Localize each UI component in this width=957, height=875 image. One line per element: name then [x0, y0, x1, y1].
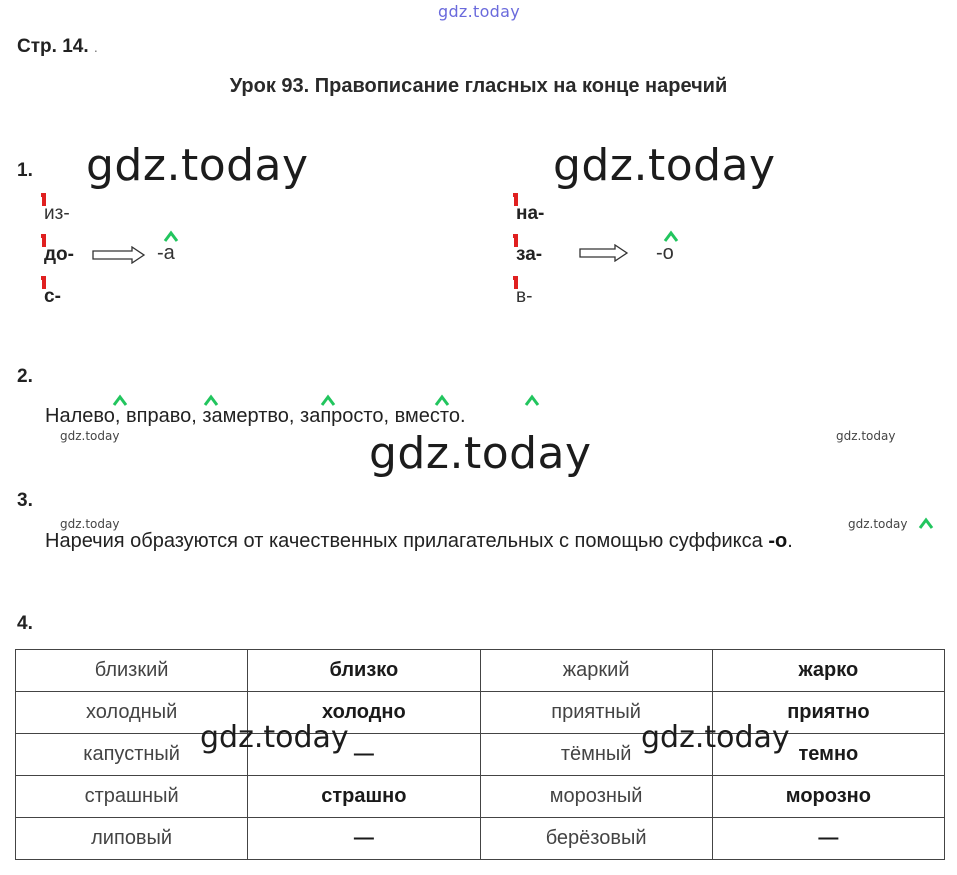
word-separator: ,	[114, 405, 127, 427]
prefix-na: на-	[516, 203, 545, 224]
lesson-title: Урок 93. Правописание гласных на конце наречий	[229, 75, 728, 97]
word-separator: ,	[383, 405, 395, 427]
arrow-right-icon	[92, 246, 146, 264]
prefix-iz: из-	[44, 203, 70, 224]
adverb-cell: холодно	[248, 692, 480, 734]
adverb-word: вправо	[126, 405, 192, 427]
adjective-cell: липовый	[16, 818, 248, 860]
watermark-task1-right: gdz.today	[553, 140, 776, 191]
watermark-task2: gdz.today	[369, 428, 592, 479]
sentence-end: .	[787, 530, 793, 552]
watermark-small: gdz.today	[836, 429, 896, 443]
table-row	[16, 776, 945, 818]
watermark-task1-left: gdz.today	[86, 140, 309, 191]
word-separator: ,	[191, 405, 203, 427]
adverb-word: запросто	[300, 405, 384, 427]
adjective-adverb-table	[15, 649, 945, 860]
adverb-cell: морозно	[712, 776, 944, 818]
adjective-cell: берёзовый	[480, 818, 712, 860]
prefix-za: за-	[516, 244, 543, 265]
page-label-text: Стр. 14.	[17, 36, 89, 57]
caret-icon	[524, 394, 540, 406]
caret-icon	[163, 230, 179, 242]
word-separator: ,	[288, 405, 301, 427]
ending-o: -о	[656, 242, 674, 264]
adverb-cell: —	[712, 818, 944, 860]
table-row	[16, 734, 945, 776]
arrow-right-icon	[579, 244, 629, 262]
adverb-cell: жарко	[712, 650, 944, 692]
adverb-cell: —	[248, 734, 480, 776]
task1-number: 1.	[17, 160, 33, 181]
table-row	[16, 650, 945, 692]
task2-number: 2.	[17, 366, 33, 387]
adjective-cell: холодный	[16, 692, 248, 734]
sentence-end: .	[459, 405, 466, 427]
adjective-cell: близкий	[16, 650, 248, 692]
prefix-v: в-	[516, 286, 533, 307]
page-label-mark: .	[93, 39, 98, 55]
suffix-o: -о	[768, 530, 788, 552]
adverb-cell: —	[248, 818, 480, 860]
adverb-cell: страшно	[248, 776, 480, 818]
adjective-cell: приятный	[480, 692, 712, 734]
task4-number: 4.	[17, 613, 33, 634]
task3-text: Наречия образуются от качественных прилагательных с помощью суффикса	[45, 530, 769, 552]
task3-sentence	[45, 530, 793, 553]
adverb-cell: темно	[712, 734, 944, 776]
adverb-cell: близко	[248, 650, 480, 692]
table-row	[16, 692, 945, 734]
adverb-word: Налево	[45, 405, 115, 427]
watermark-table-right: gdz.today	[641, 720, 790, 755]
caret-icon	[320, 394, 336, 406]
prefix-s: с-	[44, 286, 61, 307]
ending-a: -а	[157, 242, 175, 264]
adverb-cell: приятно	[712, 692, 944, 734]
adverb-word: вместо	[394, 405, 460, 427]
table-row	[16, 818, 945, 860]
watermark-top: gdz.today	[438, 2, 520, 21]
caret-icon	[203, 394, 219, 406]
prefix-do: до-	[44, 244, 74, 265]
watermark-small: gdz.today	[60, 517, 120, 531]
page-label	[17, 36, 98, 58]
adjective-cell: морозный	[480, 776, 712, 818]
task3-number: 3.	[17, 490, 33, 511]
adjective-cell: тёмный	[480, 734, 712, 776]
watermark-small: gdz.today	[60, 429, 120, 443]
task2-sentence	[45, 405, 466, 428]
adjective-cell: жаркий	[480, 650, 712, 692]
watermark-table-left: gdz.today	[200, 720, 349, 755]
adjective-cell: капустный	[16, 734, 248, 776]
adjective-cell: страшный	[16, 776, 248, 818]
watermark-small: gdz.today	[848, 517, 908, 531]
caret-icon	[112, 394, 128, 406]
caret-icon	[434, 394, 450, 406]
caret-icon	[918, 517, 934, 529]
caret-icon	[663, 230, 679, 242]
adverb-word: замертво	[202, 405, 289, 427]
